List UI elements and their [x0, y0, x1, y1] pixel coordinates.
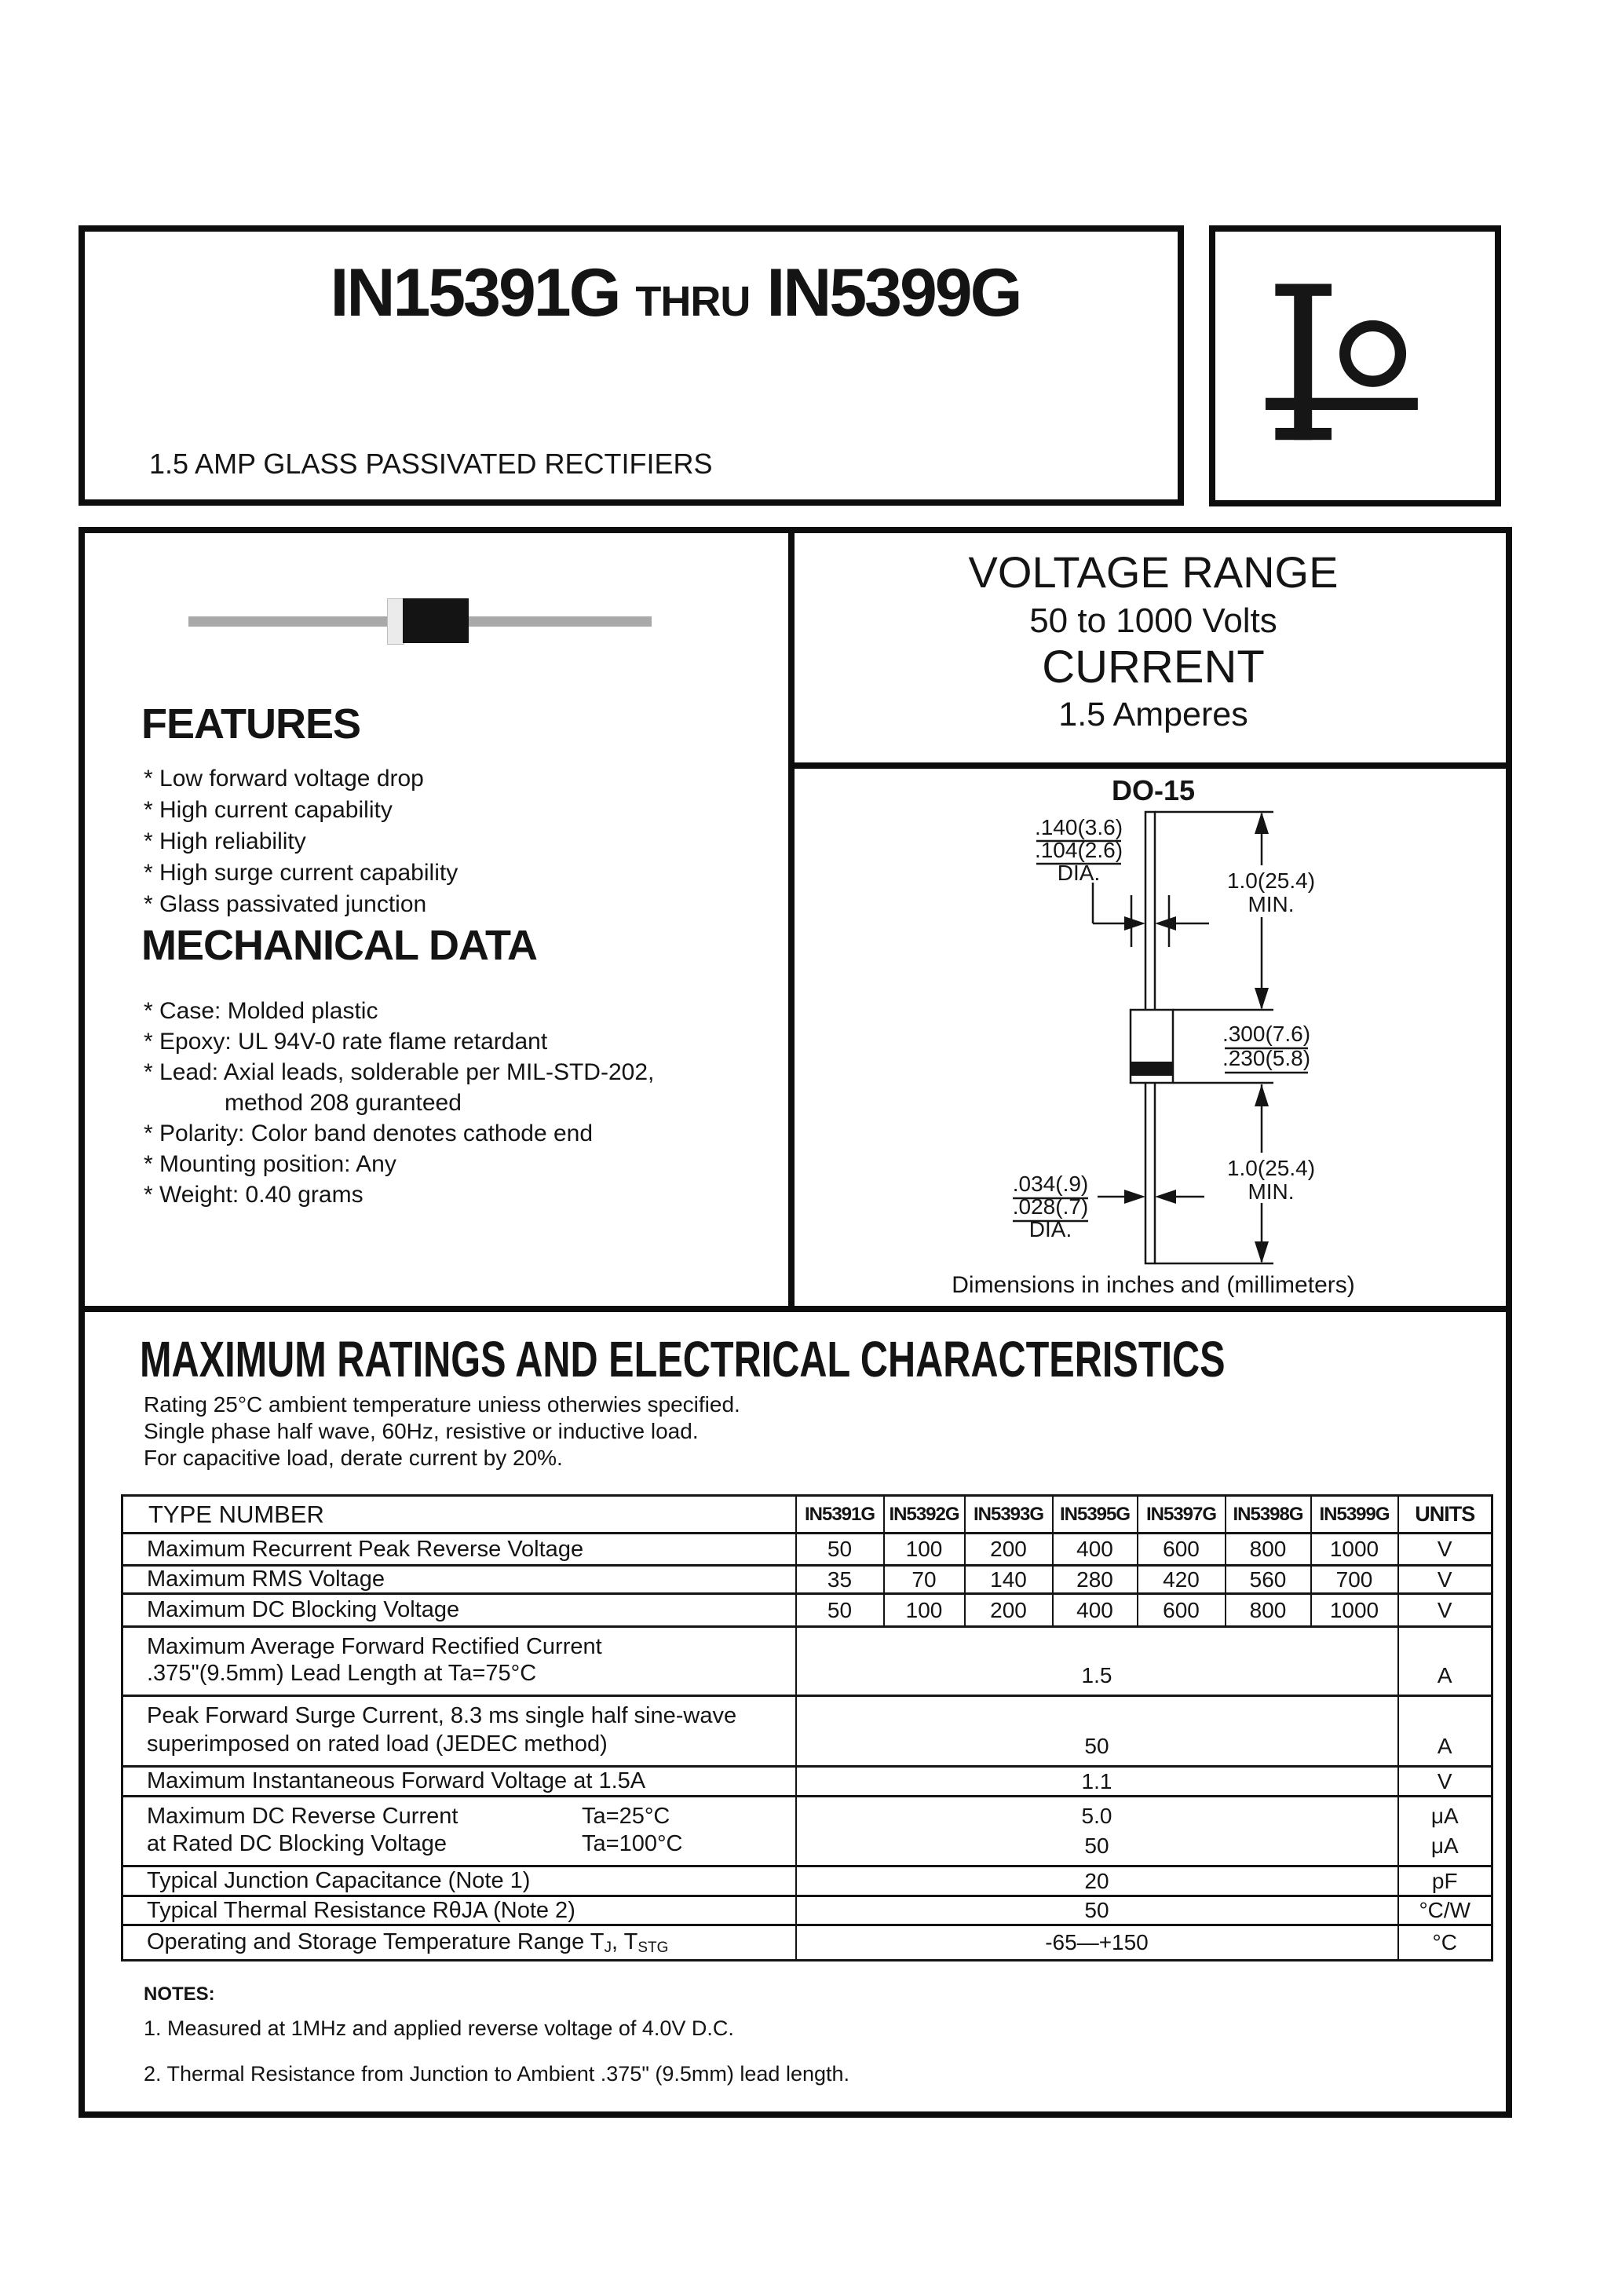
table-cell: V	[1398, 1767, 1492, 1797]
row-unit: A	[1437, 1734, 1452, 1758]
rating-conditions	[144, 1391, 740, 1472]
table-cell: 140	[965, 1566, 1053, 1594]
table-cell	[796, 1627, 1398, 1696]
rating-condition: Single phase half wave, 60Hz, resistive or inductive load.	[144, 1419, 699, 1443]
part-number-header: IN5395G	[1053, 1496, 1138, 1534]
letter-o	[1345, 326, 1401, 382]
voltage-range-value: 50 to 1000 Volts	[1029, 601, 1277, 640]
rating-condition: For capacitive load, derate current by 20%.	[144, 1446, 563, 1470]
dim-lead-dia-min: .104(2.6)	[1034, 838, 1123, 862]
features-list	[144, 763, 458, 920]
table-cell: Maximum Instantaneous Forward Voltage at 1.5A	[122, 1767, 796, 1797]
part-number-header: IN5393G	[965, 1496, 1053, 1534]
current-value: 1.5 Amperes	[1058, 696, 1248, 733]
row-label-line: .375"(9.5mm) Lead Length at Ta=75°C	[147, 1661, 537, 1686]
table-cell	[122, 1627, 796, 1696]
table-cell: Typical Junction Capacitance (Note 1)	[122, 1866, 796, 1896]
notes-heading: NOTES:	[144, 1983, 215, 2005]
voltage-range-label: VOLTAGE RANGE	[968, 547, 1339, 597]
mechanical-item: * Case: Molded plastic	[144, 998, 378, 1024]
table-cell: 400	[1053, 1594, 1138, 1627]
mechanical-data-list	[144, 996, 654, 1210]
table-cell: 700	[1311, 1566, 1398, 1594]
io-current-symbol-icon	[1209, 225, 1489, 494]
dim-wire-dia-min: .028(.7)	[1012, 1194, 1089, 1219]
row-label-line: Maximum Average Forward Rectified Current	[147, 1634, 602, 1659]
row-value: 1.5	[1081, 1663, 1112, 1687]
table-cell: V	[1398, 1566, 1492, 1594]
note-item: 1. Measured at 1MHz and applied reverse voltage of 4.0V D.C.	[144, 2016, 734, 2040]
row-label-line: Maximum DC Reverse Current Ta=25°C	[147, 1804, 670, 1829]
table-cell: Maximum DC Blocking Voltage	[122, 1594, 796, 1627]
table-cell: 1000	[1311, 1594, 1398, 1627]
mechanical-item: * Mounting position: Any	[144, 1151, 396, 1177]
table-cell: -65—+150	[796, 1925, 1398, 1961]
crossbar	[1266, 398, 1418, 410]
part-number-header: IN5399G	[1311, 1496, 1398, 1534]
mechanical-item: method 208 guranteed	[225, 1090, 462, 1116]
title-thru: THRU	[635, 278, 751, 325]
table-row	[122, 1797, 1492, 1866]
table-cell: 1000	[1311, 1534, 1398, 1566]
table-cell: 100	[884, 1594, 965, 1627]
table-header-row	[122, 1496, 1492, 1534]
table-cell	[122, 1696, 796, 1767]
notes-list	[144, 2018, 849, 2109]
table-cell	[796, 1696, 1398, 1767]
dim-body-length-max: .300(7.6)	[1222, 1022, 1311, 1046]
table-row	[122, 1534, 1492, 1566]
row-value: 5.0	[1081, 1804, 1112, 1828]
diode-cathode-band-graphic	[387, 598, 404, 645]
table-cell	[796, 1797, 1398, 1866]
table-cell: 420	[1138, 1566, 1226, 1594]
mechanical-item: * Polarity: Color band denotes cathode end	[144, 1121, 594, 1146]
dim-lead-length-bottom: 1.0(25.4)	[1226, 1156, 1316, 1180]
table-cell: 800	[1226, 1594, 1311, 1627]
ratings-table	[121, 1494, 1493, 1961]
table-row	[122, 1866, 1492, 1896]
table-cell: 400	[1053, 1534, 1138, 1566]
row-value: 50	[1084, 1734, 1109, 1758]
table-cell: 1.1	[796, 1767, 1398, 1797]
rating-condition: Rating 25°C ambient temperature uniess otherwies specified.	[144, 1392, 740, 1417]
row-unit: μA	[1430, 1834, 1459, 1858]
type-number-header: TYPE NUMBER	[122, 1496, 796, 1534]
package-name: DO-15	[1111, 774, 1196, 806]
table-cell: Maximum RMS Voltage	[122, 1566, 796, 1594]
feature-item: * High current capability	[144, 797, 393, 823]
mechanical-item: * Lead: Axial leads, solderable per MIL-STD-202,	[144, 1059, 655, 1085]
mechanical-item: * Weight: 0.40 grams	[144, 1182, 363, 1208]
units-header: UNITS	[1398, 1496, 1492, 1534]
dim-lead-length-top: 1.0(25.4)	[1226, 868, 1316, 893]
table-cell: 200	[965, 1594, 1053, 1627]
table-cell: Operating and Storage Temperature Range $T_J$, $T_{STG}$	[122, 1925, 796, 1961]
feature-item: * High surge current capability	[144, 860, 458, 886]
row-unit: A	[1437, 1663, 1452, 1687]
feature-item: * High reliability	[144, 828, 306, 854]
part-number-header: IN5397G	[1138, 1496, 1226, 1534]
cathode-band	[1131, 1062, 1173, 1076]
table-cell: 100	[884, 1534, 965, 1566]
table-cell: 280	[1053, 1566, 1138, 1594]
features-heading: FEATURES	[141, 700, 361, 748]
dim-dia-label: DIA.	[1057, 861, 1101, 885]
table-cell: Maximum Recurrent Peak Reverse Voltage	[122, 1534, 796, 1566]
table-cell	[1398, 1627, 1492, 1696]
do15-outline-drawing	[795, 770, 1512, 1311]
dim-lead-dia-max: .140(3.6)	[1034, 815, 1123, 839]
mechanical-data-heading: MECHANICAL DATA	[141, 922, 537, 969]
dim-min-label-bottom: MIN.	[1248, 1179, 1295, 1204]
table-cell: 50	[796, 1594, 884, 1627]
diode-body-graphic	[403, 598, 469, 643]
table-cell: 600	[1138, 1594, 1226, 1627]
table-row	[122, 1767, 1492, 1797]
table-cell: V	[1398, 1594, 1492, 1627]
row-unit: μA	[1430, 1804, 1459, 1828]
row-label-line: at Rated DC Blocking Voltage Ta=100°C	[147, 1831, 683, 1856]
table-cell	[122, 1797, 796, 1866]
table-row	[122, 1566, 1492, 1594]
dimensions-footnote: Dimensions in inches and (millimeters)	[952, 1272, 1355, 1298]
ratings-heading: MAXIMUM RATINGS AND ELECTRICAL CHARACTERISTICS	[140, 1331, 1226, 1387]
table-row	[122, 1696, 1492, 1767]
table-cell: 50	[796, 1896, 1398, 1925]
feature-item: * Low forward voltage drop	[144, 766, 424, 792]
dim-min-label-top: MIN.	[1248, 892, 1295, 916]
row-label-line: Peak Forward Surge Current, 8.3 ms single half sine-wave	[147, 1703, 737, 1728]
part-number-header: IN5398G	[1226, 1496, 1311, 1534]
table-cell: 800	[1226, 1534, 1311, 1566]
right-column-divider	[788, 762, 1512, 769]
title-part-number-end: IN5399G	[766, 255, 1021, 331]
table-cell: Typical Thermal Resistance RθJA (Note 2)	[122, 1896, 796, 1925]
row-value: 50	[1084, 1834, 1109, 1858]
table-cell: pF	[1398, 1866, 1492, 1896]
feature-item: * Glass passivated junction	[144, 891, 427, 917]
table-cell: 560	[1226, 1566, 1311, 1594]
table-cell	[1398, 1797, 1492, 1866]
table-row	[122, 1627, 1492, 1696]
table-row	[122, 1896, 1492, 1925]
mechanical-item: * Epoxy: UL 94V-0 rate flame retardant	[144, 1029, 548, 1055]
table-cell: 600	[1138, 1534, 1226, 1566]
dim-wire-dia-max: .034(.9)	[1012, 1172, 1089, 1196]
dim-body-length-min: .230(5.8)	[1222, 1046, 1311, 1070]
row-label-line: superimposed on rated load (JEDEC method)	[147, 1731, 608, 1757]
subtitle: 1.5 AMP GLASS PASSIVATED RECTIFIERS	[149, 448, 713, 480]
dim-wire-dia-label: DIA.	[1028, 1217, 1072, 1241]
table-row	[122, 1925, 1492, 1961]
title-part-number-start: IN15391G	[330, 255, 619, 331]
table-cell: 20	[796, 1866, 1398, 1896]
table-cell	[1398, 1696, 1492, 1767]
table-cell: °C/W	[1398, 1896, 1492, 1925]
table-cell: 50	[796, 1534, 884, 1566]
table-cell: 35	[796, 1566, 884, 1594]
vertical-divider	[788, 527, 795, 1312]
table-cell: 200	[965, 1534, 1053, 1566]
page-title	[141, 255, 1209, 335]
current-label: CURRENT	[1042, 642, 1265, 693]
part-number-header: IN5392G	[884, 1496, 965, 1534]
table-cell: °C	[1398, 1925, 1492, 1961]
note-item: 2. Thermal Resistance from Junction to Ambient .375" (9.5mm) lead length.	[144, 2062, 850, 2086]
part-number-header: IN5391G	[796, 1496, 884, 1534]
table-row	[122, 1594, 1492, 1627]
table-cell: 70	[884, 1566, 965, 1594]
table-cell: V	[1398, 1534, 1492, 1566]
